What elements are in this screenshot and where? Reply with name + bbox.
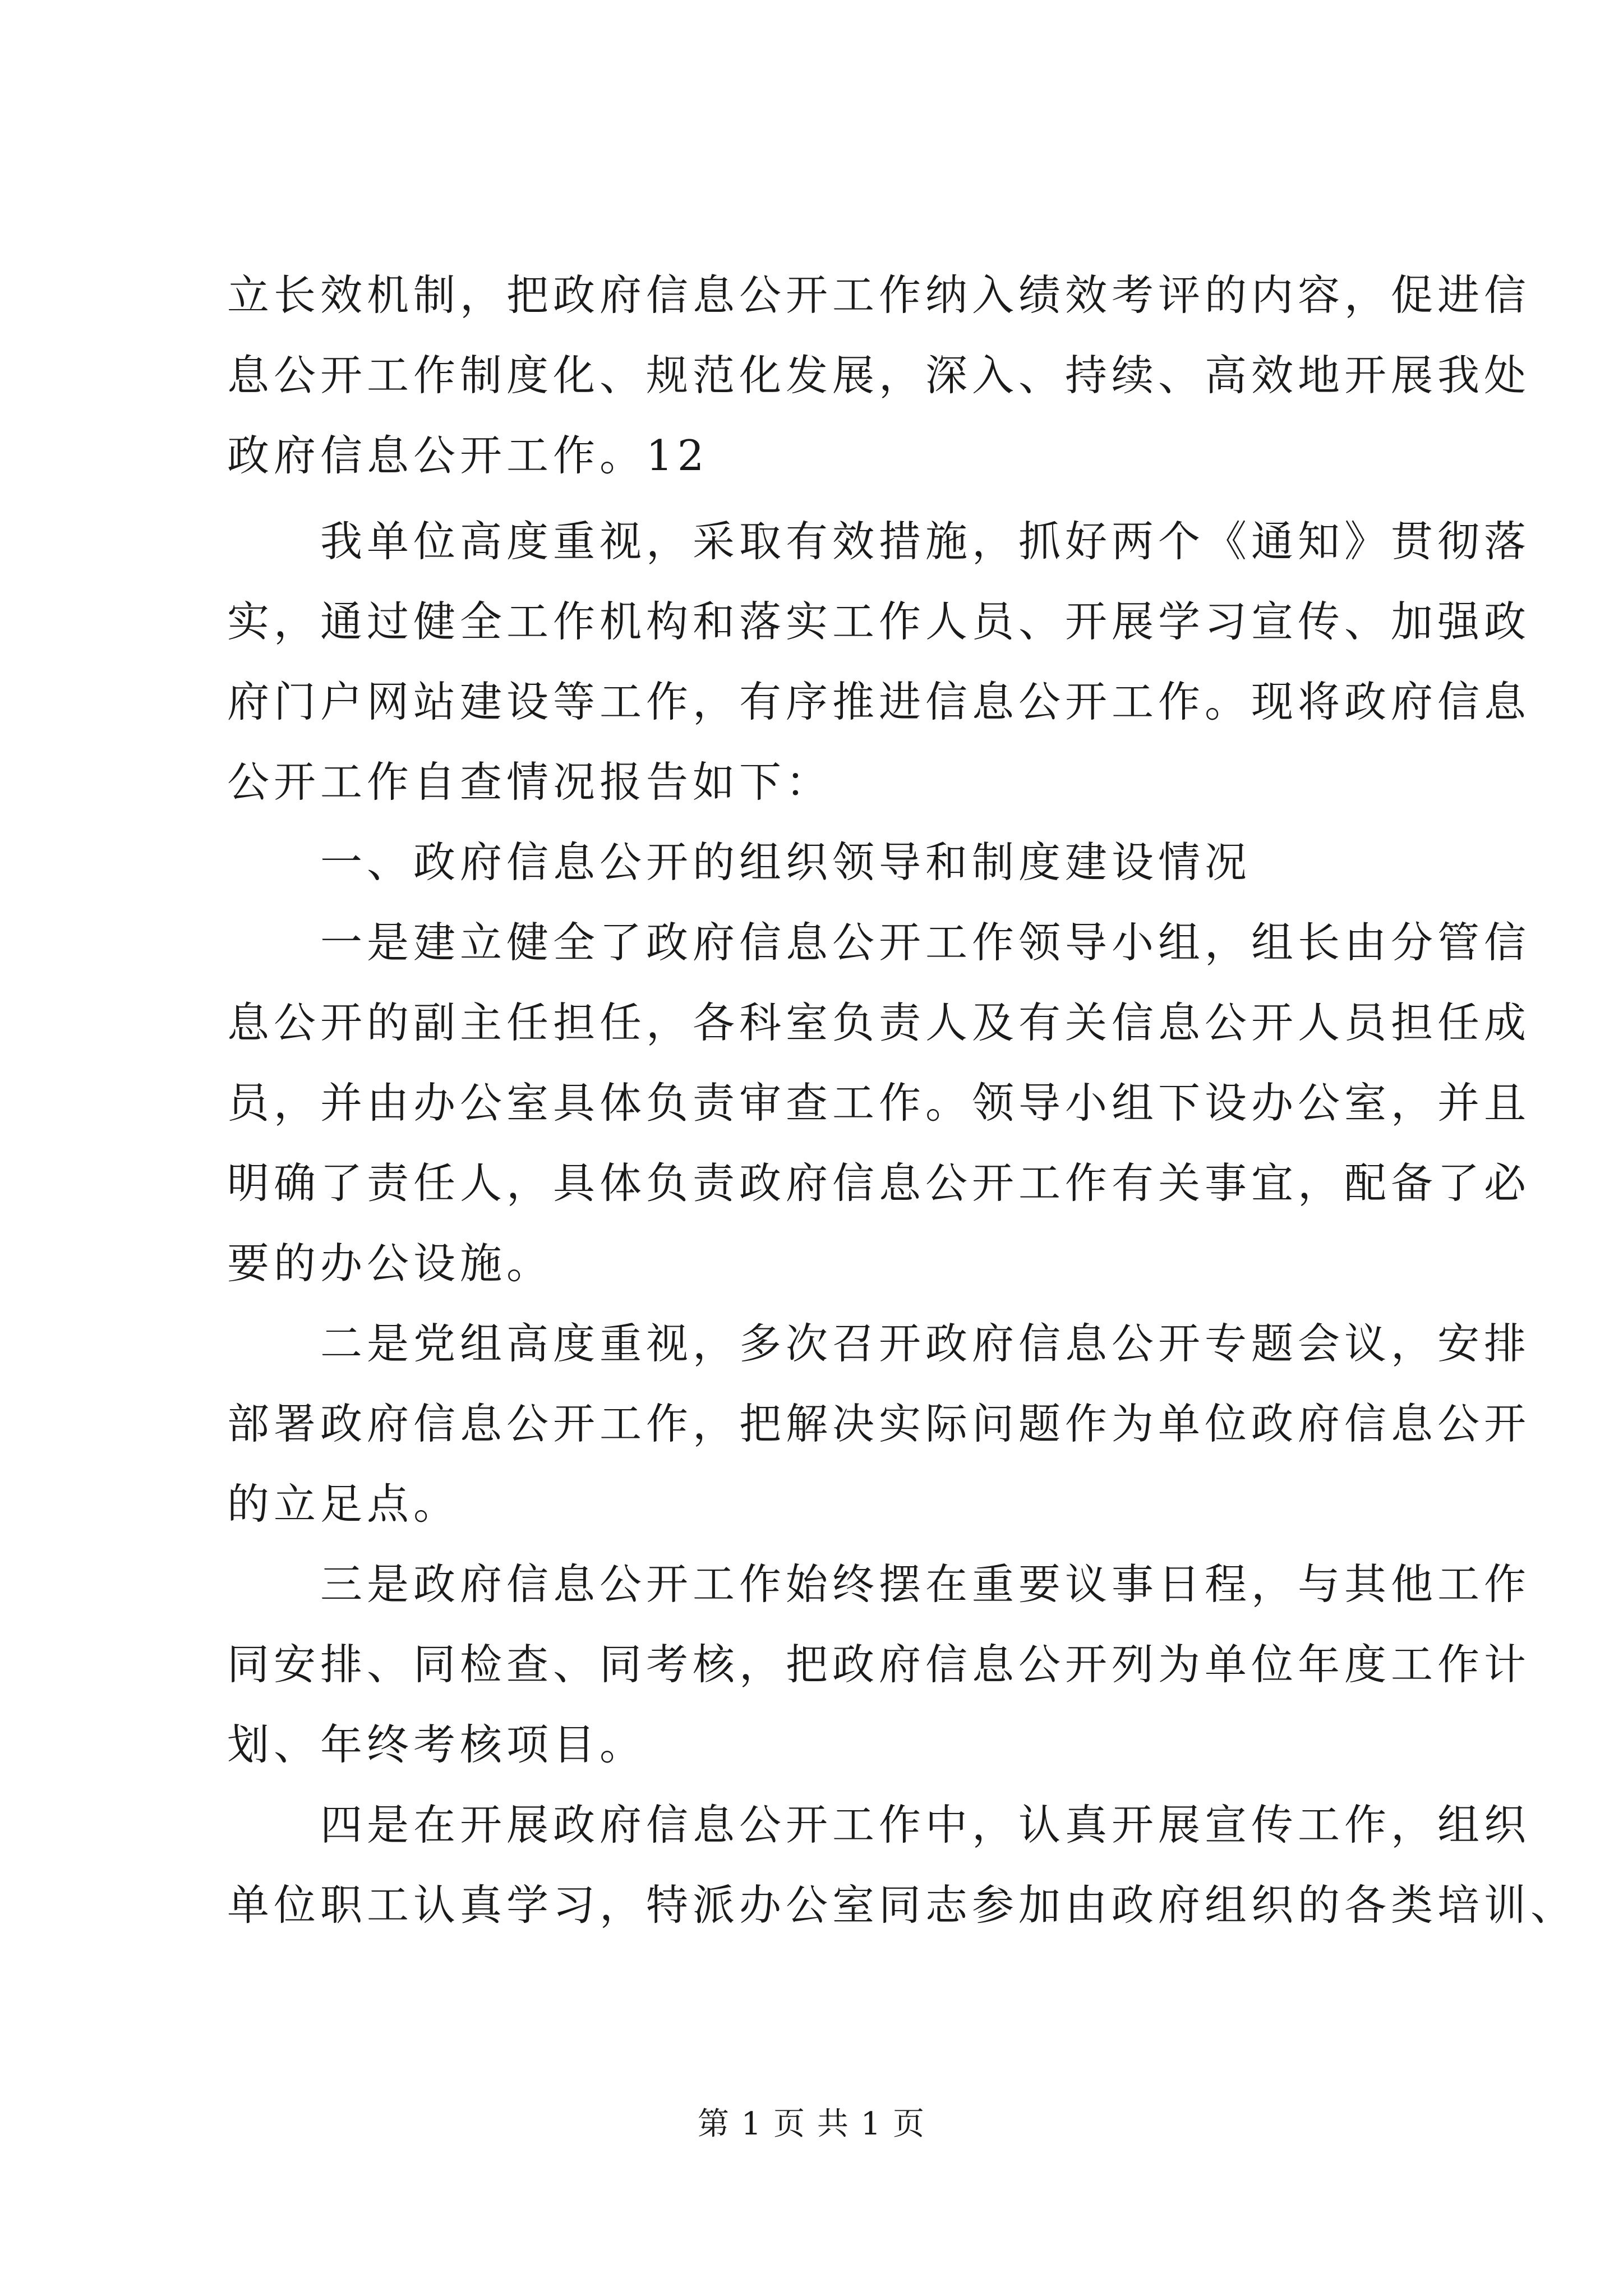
text-line: 实，通过健全工作机构和落实工作人员、开展学习宣传、加强政 [227,597,1531,646]
section-heading: 一、政府信息公开的组织领导和制度建设情况 [320,838,1252,887]
paragraph-start-line: 二是党组高度重视，多次召开政府信息公开专题会议，安排 [320,1319,1531,1368]
paragraph-start-line: 我单位高度重视，采取有效措施，抓好两个《通知》贯彻落 [320,517,1531,566]
text-line: 政府信息公开工作。12 [227,431,709,480]
text-line: 单位职工认真学习，特派办公室同志参加由政府组织的各类培训、 [227,1880,1578,1930]
text-line: 部署政府信息公开工作，把解决实际问题作为单位政府信息公开 [227,1399,1531,1448]
text-line: 息公开的副主任担任，各科室负责人及有关信息公开人员担任成 [227,998,1531,1047]
text-line: 同安排、同检查、同考核，把政府信息公开列为单位年度工作计 [227,1640,1531,1689]
paragraph-start-line: 三是政府信息公开工作始终摆在重要议事日程，与其他工作 [320,1559,1531,1609]
text-line: 明确了责任人，具体负责政府信息公开工作有关事宜，配备了必 [227,1158,1531,1208]
text-line: 息公开工作制度化、规范化发展，深入、持续、高效地开展我处 [227,351,1531,400]
text-line: 划、年终考核项目。 [227,1720,647,1769]
text-line: 立长效机制，把政府信息公开工作纳入绩效考评的内容，促进信 [227,270,1531,320]
paragraph-start-line: 四是在开展政府信息公开工作中，认真开展宣传工作，组织 [320,1800,1531,1849]
text-line: 员，并由办公室具体负责审查工作。领导小组下设办公室，并且 [227,1078,1531,1128]
text-line: 的立足点。 [227,1479,460,1529]
text-line: 公开工作自查情况报告如下： [227,757,833,807]
document-body [227,255,1578,1945]
page-footer [0,2105,1623,2144]
text-line: 要的办公设施。 [227,1239,554,1288]
paragraph-start-line: 一是建立健全了政府信息公开工作领导小组，组长由分管信 [320,918,1531,967]
text-line: 府门户网站建设等工作，有序推进信息公开工作。现将政府信息 [227,677,1531,726]
page-number-label: 第 1 页 共 1 页 [697,2106,926,2142]
